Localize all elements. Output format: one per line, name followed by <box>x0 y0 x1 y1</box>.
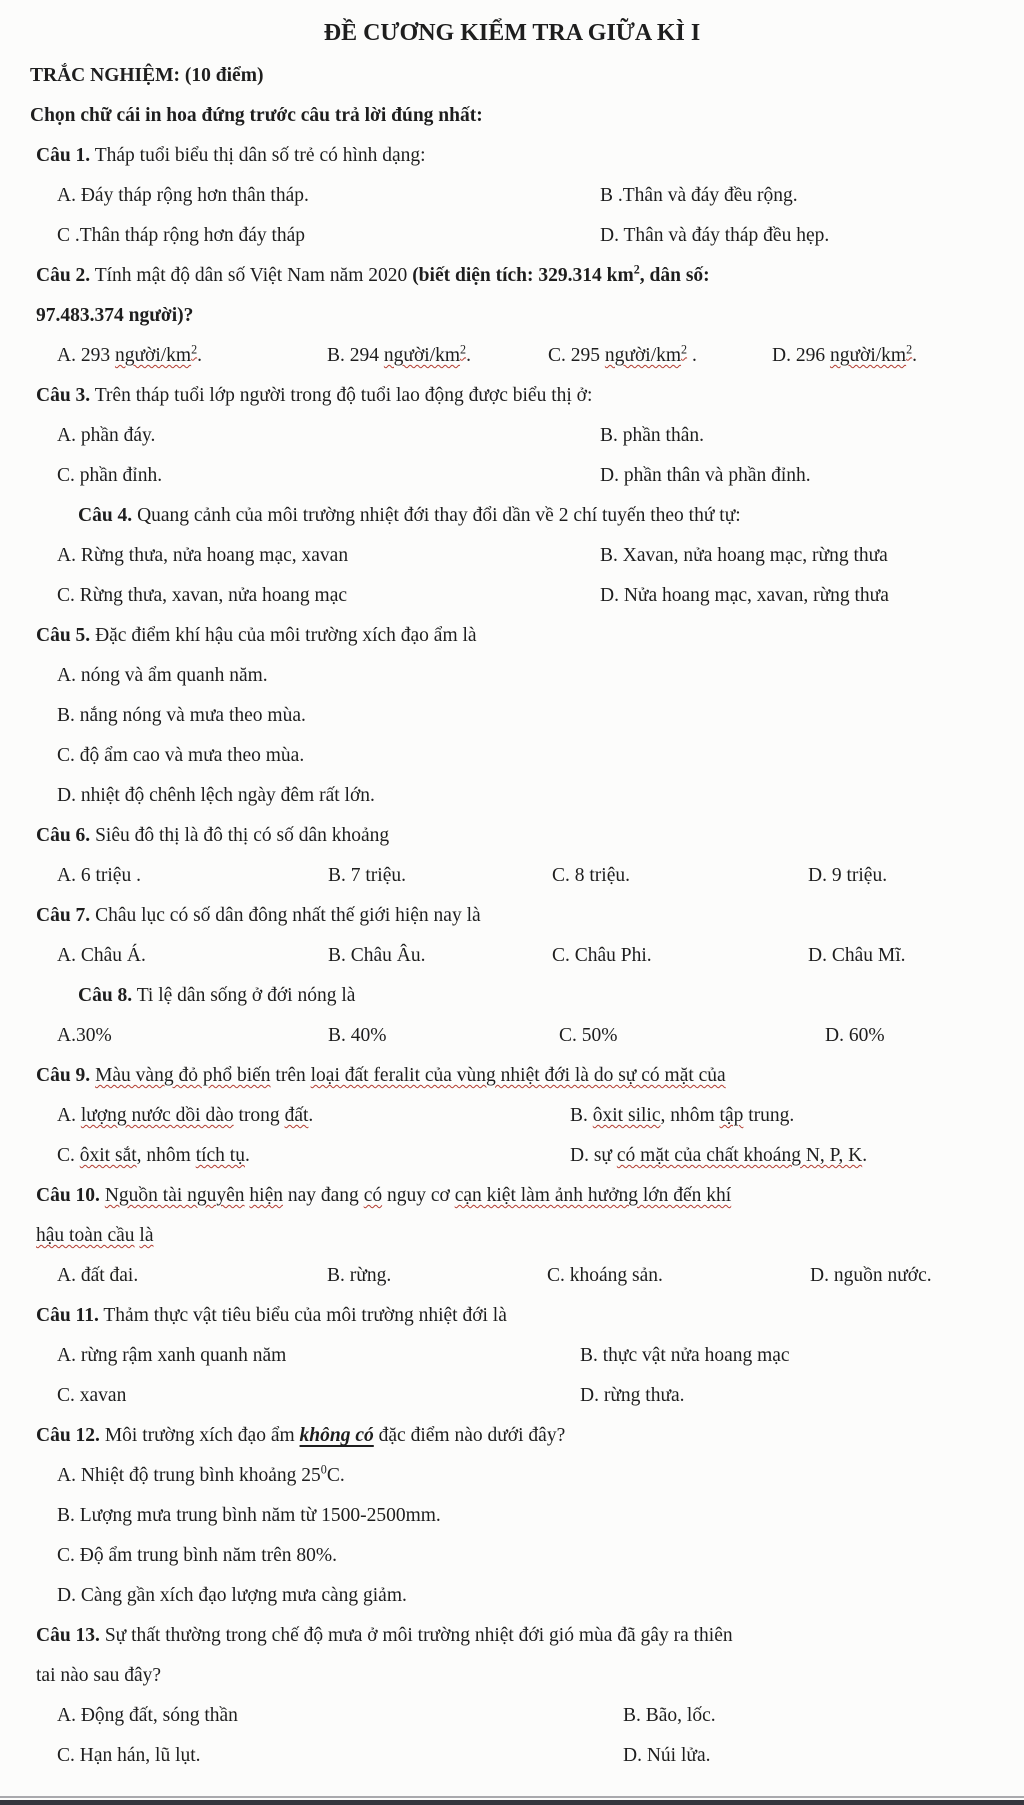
answer-option <box>57 456 600 496</box>
text-segment: B. Lượng mưa trung bình năm từ 1500-2500mm. <box>57 1505 441 1526</box>
question-number: Câu 10. <box>36 1185 100 1206</box>
text-segment: A. Động đất, sóng thần <box>57 1705 238 1726</box>
text-segment: có <box>363 1185 383 1206</box>
text-segment: D. nhiệt độ chênh lệch ngày đêm rất lớn. <box>57 785 375 806</box>
text-segment: lượng nước dồi dào <box>80 1105 234 1126</box>
text-segment: hiện <box>249 1185 283 1206</box>
text-segment: B. 7 triệu. <box>328 865 406 886</box>
answer-option <box>57 1096 570 1136</box>
question-block <box>30 256 994 376</box>
text-segment: hậu toàn cầu <box>36 1225 135 1246</box>
text-segment: ôxit silic <box>592 1105 661 1126</box>
text-segment: C. Châu Phi. <box>552 945 652 966</box>
answer-option <box>808 936 994 976</box>
answer-options <box>57 1256 994 1296</box>
question-block <box>30 1056 994 1176</box>
text-segment: A. Rừng thưa, nửa hoang mạc, xavan <box>57 545 349 566</box>
text-segment: loại đất feralit của vùng nhiệt đới là do sự có mặt của <box>310 1065 726 1086</box>
text-segment: D. Núi lửa. <box>623 1745 711 1766</box>
text-segment: A. đất đai. <box>57 1265 139 1286</box>
text-segment: B. <box>570 1105 593 1126</box>
answer-option <box>328 1016 559 1056</box>
page-bottom-border <box>0 1796 1024 1805</box>
text-segment: Sự thất thường trong chế độ mưa ở môi trường nhiệt đới gió mùa đã gây ra thiên <box>99 1625 733 1646</box>
text-segment: tích tụ <box>195 1145 245 1166</box>
section-heading: TRẮC NGHIỆM: (10 điểm) <box>30 65 264 86</box>
text-segment: đặc điểm nào dưới đây? <box>373 1425 566 1446</box>
question-text <box>30 1616 994 1696</box>
question-text <box>30 1176 994 1256</box>
text-segment: 0 <box>320 1462 327 1477</box>
question-number: Câu 2. <box>36 265 91 286</box>
text-segment: D. Càng gần xích đạo lượng mưa càng giảm. <box>57 1585 407 1606</box>
text-segment: 2 <box>633 262 640 277</box>
question-number: Câu 3. <box>36 385 91 406</box>
text-segment: trên <box>270 1065 311 1086</box>
answer-options <box>57 656 994 816</box>
answer-options <box>57 176 994 256</box>
question-block <box>30 136 994 256</box>
answer-option <box>57 1376 580 1416</box>
text-segment: . <box>308 1105 314 1126</box>
answer-option <box>57 936 328 976</box>
question-number: Câu 4. <box>78 505 133 526</box>
text-segment: là <box>139 1225 154 1246</box>
text-segment: C. khoáng sản. <box>547 1265 663 1286</box>
question-text <box>30 136 994 176</box>
question-text <box>30 816 994 856</box>
text-segment: C. Độ ẩm trung bình năm trên 80%. <box>57 1545 337 1566</box>
answer-option <box>328 936 552 976</box>
text-segment: B. rừng. <box>327 1265 392 1286</box>
text-segment: không có <box>299 1425 374 1446</box>
question-number: Câu 13. <box>36 1625 100 1646</box>
question-block <box>30 896 994 976</box>
text-segment: 2 <box>681 342 688 357</box>
text-segment: B. 40% <box>328 1025 387 1046</box>
text-segment: B. phần thân. <box>600 425 704 446</box>
text-segment: D. phần thân và phần đỉnh. <box>600 465 811 486</box>
text-segment: B. Châu Âu. <box>328 945 426 966</box>
text-segment: Châu lục có số dân đông nhất thế giới hiện nay là <box>90 905 481 926</box>
text-segment: D. 296 <box>772 345 830 366</box>
answer-option <box>57 1336 580 1376</box>
text-segment: B. thực vật nửa hoang mạc <box>580 1345 790 1366</box>
answer-option <box>327 1256 547 1296</box>
answer-option <box>808 856 994 896</box>
text-segment: C. xavan <box>57 1385 127 1406</box>
text-segment: B. Bão, lốc. <box>623 1705 716 1726</box>
text-segment: A. Châu Á. <box>57 945 146 966</box>
text-segment: D. 9 triệu. <box>808 865 888 886</box>
text-segment: , nhôm <box>136 1145 196 1166</box>
text-segment: trong <box>233 1105 285 1126</box>
text-segment: C. độ ẩm cao và mưa theo mùa. <box>57 745 305 766</box>
answer-option <box>57 776 994 816</box>
answer-options <box>57 1456 994 1616</box>
text-segment: người/km <box>829 345 907 366</box>
answer-options <box>57 1096 994 1176</box>
question-block <box>30 816 994 896</box>
text-segment: Thảm thực vật tiêu biểu của môi trường nhiệt đới là <box>98 1305 507 1326</box>
text-segment: . <box>197 345 203 366</box>
instruction-text: Chọn chữ cái in hoa đứng trước câu trả lời đúng nhất: <box>30 105 483 126</box>
text-segment: người/km <box>114 345 192 366</box>
text-segment: D. Thân và đáy tháp đều hẹp. <box>600 225 830 246</box>
text-segment: , nhôm <box>660 1105 720 1126</box>
answer-option <box>623 1736 994 1776</box>
answer-option <box>57 736 994 776</box>
text-segment: Đặc điểm khí hậu của môi trường xích đạo ẩm là <box>90 625 477 646</box>
answer-option <box>600 416 994 456</box>
text-segment: A. Nhiệt độ trung bình khoảng 25 <box>57 1465 321 1486</box>
text-segment: có mặt của chất khoáng N, P, K <box>616 1145 863 1166</box>
answer-option <box>57 696 994 736</box>
answer-option <box>57 1496 994 1536</box>
question-text <box>30 1296 994 1336</box>
text-segment: người/km <box>383 345 461 366</box>
answer-option <box>623 1696 994 1736</box>
text-segment: C .Thân tháp rộng hơn đáy tháp <box>57 225 306 246</box>
question-text <box>30 1416 994 1456</box>
answer-option <box>57 1696 623 1736</box>
question-block <box>30 616 994 816</box>
question-number: Câu 6. <box>36 825 91 846</box>
answer-option <box>570 1136 994 1176</box>
answer-option <box>580 1336 994 1376</box>
question-text <box>30 1056 994 1096</box>
answer-option <box>57 576 600 616</box>
text-segment: A. rừng rậm xanh quanh năm <box>57 1345 287 1366</box>
question-number: Câu 12. <box>36 1425 100 1446</box>
answer-option <box>57 416 600 456</box>
answer-option <box>772 336 994 376</box>
answer-option <box>57 1136 570 1176</box>
text-segment: B .Thân và đáy đều rộng. <box>600 185 798 206</box>
question-number: Câu 7. <box>36 905 91 926</box>
question-text <box>30 376 994 416</box>
text-segment: Tính mật độ dân số Việt Nam năm 2020 <box>90 265 413 286</box>
text-segment: C. 295 <box>548 345 605 366</box>
text-segment: D. Châu Mĩ. <box>808 945 906 966</box>
answer-option <box>57 336 327 376</box>
text-segment: Quang cảnh của môi trường nhiệt đới thay đổi dần về 2 chí tuyến theo thứ tự: <box>132 505 741 526</box>
text-segment: 2 <box>191 342 198 357</box>
answer-option <box>57 1016 328 1056</box>
question-text <box>30 496 994 536</box>
text-segment: A. Đáy tháp rộng hơn thân tháp. <box>57 185 309 206</box>
text-segment: 2 <box>460 342 467 357</box>
question-list <box>30 136 994 1776</box>
answer-option <box>328 856 552 896</box>
question-text <box>30 616 994 656</box>
text-segment: C. <box>326 1465 345 1486</box>
text-segment: người/km <box>604 345 682 366</box>
answer-option <box>600 176 994 216</box>
answer-option <box>57 176 600 216</box>
text-segment: A. phần đáy. <box>57 425 156 446</box>
question-number: Câu 8. <box>78 985 133 1006</box>
text-segment: (biết diện tích: 329.314 km <box>412 265 634 286</box>
answer-options <box>57 856 994 896</box>
answer-option <box>57 1256 327 1296</box>
text-segment: C. 50% <box>559 1025 618 1046</box>
text-segment: B. 294 <box>327 345 384 366</box>
text-segment: nay đang <box>283 1185 364 1206</box>
text-segment: A. nóng và ẩm quanh năm. <box>57 665 268 686</box>
answer-option <box>57 856 328 896</box>
answer-options <box>57 336 994 376</box>
question-block <box>30 1176 994 1296</box>
answer-option <box>57 1536 994 1576</box>
text-segment: . <box>912 345 918 366</box>
text-segment: Ti lệ dân sống ở đới nóng là <box>132 985 356 1006</box>
question-block <box>30 1616 994 1776</box>
page-bottom-border-bar <box>0 1800 1024 1805</box>
question-block <box>30 1416 994 1616</box>
text-segment: D. sự <box>570 1145 617 1166</box>
answer-options <box>57 416 994 496</box>
text-segment: . <box>862 1145 868 1166</box>
answer-option <box>600 576 994 616</box>
text-segment: nguy cơ <box>382 1185 455 1206</box>
text-segment: C. <box>57 1145 80 1166</box>
answer-option <box>600 536 994 576</box>
answer-option <box>327 336 548 376</box>
text-segment: C. Hạn hán, lũ lụt. <box>57 1745 201 1766</box>
text-segment: 2 <box>906 342 913 357</box>
answer-option <box>600 216 994 256</box>
answer-option <box>57 1456 994 1496</box>
answer-option <box>57 216 600 256</box>
text-segment: C. 8 triệu. <box>552 865 630 886</box>
answer-options <box>57 536 994 616</box>
question-text <box>30 256 994 336</box>
text-segment: Trên tháp tuổi lớp người trong độ tuổi lao động được biểu thị ở: <box>90 385 593 406</box>
answer-option <box>580 1376 994 1416</box>
question-text <box>30 896 994 936</box>
answer-option <box>600 456 994 496</box>
text-segment: B. nắng nóng và mưa theo mùa. <box>57 705 306 726</box>
question-number: Câu 5. <box>36 625 91 646</box>
question-number: Câu 1. <box>36 145 91 166</box>
text-segment: tập <box>719 1105 744 1126</box>
answer-options <box>57 936 994 976</box>
text-segment: đất <box>284 1105 309 1126</box>
text-segment: . <box>244 1145 250 1166</box>
text-segment: C. Rừng thưa, xavan, nửa hoang mạc <box>57 585 348 606</box>
answer-option <box>547 1256 810 1296</box>
text-segment: trung. <box>743 1105 795 1126</box>
question-block <box>30 376 994 496</box>
text-segment: Tháp tuổi biểu thị dân số trẻ có hình dạng: <box>90 145 426 166</box>
text-segment: cạn kiệt làm ảnh hưởng lớn đến khí <box>454 1185 732 1206</box>
answer-option <box>57 536 600 576</box>
answer-option <box>57 1736 623 1776</box>
text-segment: A. <box>57 1105 81 1126</box>
text-segment: ôxit sắt <box>79 1145 137 1166</box>
answer-option <box>552 936 808 976</box>
text-segment: . <box>687 345 697 366</box>
text-segment: Nguồn tài nguyên <box>104 1185 245 1206</box>
answer-options <box>57 1016 994 1056</box>
text-segment: A.30% <box>57 1025 112 1046</box>
text-segment: Môi trường xích đạo ẩm <box>99 1425 300 1446</box>
page-title: ĐỀ CƯƠNG KIỂM TRA GIỮA KÌ I <box>323 20 701 46</box>
text-segment: tai nào sau đây? <box>36 1665 162 1686</box>
text-segment: D. Nửa hoang mạc, xavan, rừng thưa <box>600 585 889 606</box>
answer-option <box>552 856 808 896</box>
text-segment: , dân số: <box>639 265 710 286</box>
text-segment: C. phần đỉnh. <box>57 465 163 486</box>
answer-option <box>548 336 772 376</box>
question-text <box>30 976 994 1016</box>
text-segment: Siêu đô thị là đô thị có số dân khoảng <box>90 825 390 846</box>
question-block <box>30 496 994 616</box>
answer-option <box>825 1016 994 1056</box>
text-segment: A. 293 <box>57 345 115 366</box>
text-segment: 97.483.374 người)? <box>36 305 194 326</box>
answer-options <box>57 1696 994 1776</box>
question-block <box>30 1296 994 1416</box>
answer-options <box>57 1336 994 1416</box>
text-segment: A. 6 triệu . <box>57 865 141 886</box>
answer-option <box>57 656 994 696</box>
text-segment: B. Xavan, nửa hoang mạc, rừng thưa <box>600 545 888 566</box>
question-number: Câu 11. <box>36 1305 99 1326</box>
answer-option <box>57 1576 994 1616</box>
question-block <box>30 976 994 1056</box>
text-segment: D. nguồn nước. <box>810 1265 932 1286</box>
text-segment: Màu vàng đỏ phổ biến <box>95 1065 271 1086</box>
answer-option <box>570 1096 994 1136</box>
answer-option <box>559 1016 825 1056</box>
answer-option <box>810 1256 994 1296</box>
text-segment: D. rừng thưa. <box>580 1385 685 1406</box>
text-segment: D. 60% <box>825 1025 885 1046</box>
text-segment: . <box>466 345 471 366</box>
question-number: Câu 9. <box>36 1065 91 1086</box>
